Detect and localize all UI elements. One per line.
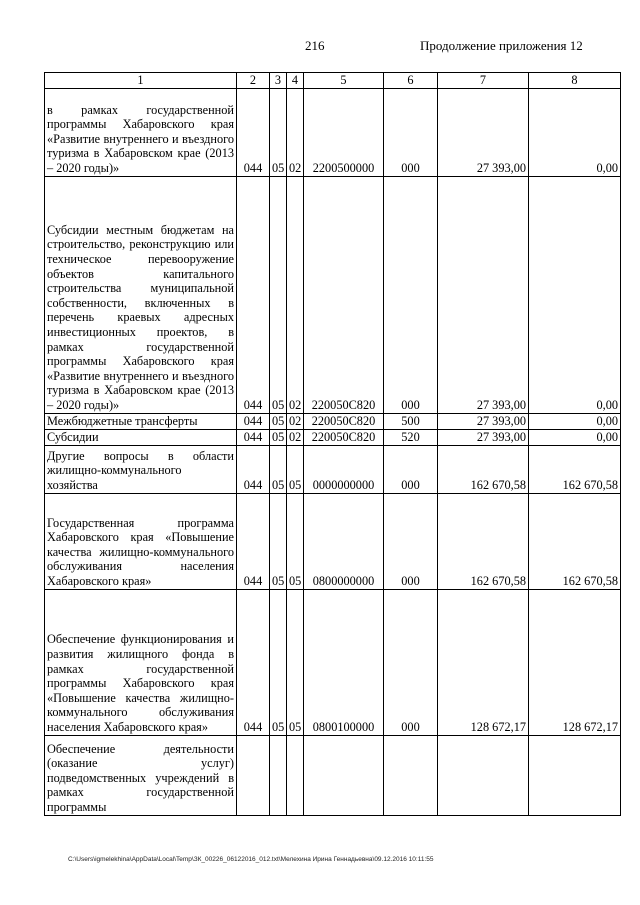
subsection-code: 05 xyxy=(287,493,304,589)
column-header: 3 xyxy=(270,73,287,89)
subsection-code: 02 xyxy=(287,88,304,176)
amount-year-2: 162 670,58 xyxy=(529,493,621,589)
subsection-code: 05 xyxy=(287,589,304,735)
column-header: 8 xyxy=(529,73,621,89)
table-header-row xyxy=(45,73,621,89)
item-name: Другие вопросы в области жилищно-коммунального хозяйства xyxy=(45,445,237,493)
expense-type-code: 500 xyxy=(384,413,438,429)
amount-year-1: 162 670,58 xyxy=(438,445,529,493)
ministry-code: 044 xyxy=(237,429,270,445)
amount-year-2: 0,00 xyxy=(529,176,621,413)
expense-type-code: 000 xyxy=(384,493,438,589)
column-header: 2 xyxy=(237,73,270,89)
amount-year-2: 128 672,17 xyxy=(529,589,621,735)
amount-year-2: 0,00 xyxy=(529,88,621,176)
expense-type-code: 520 xyxy=(384,429,438,445)
item-name: Обеспечение деятельности (оказание услуг) подведомственных учреждений в рамках государственной программы xyxy=(45,735,237,815)
column-header: 5 xyxy=(304,73,384,89)
amount-year-1: 162 670,58 xyxy=(438,493,529,589)
amount-year-2: 0,00 xyxy=(529,429,621,445)
section-code xyxy=(270,735,287,815)
section-code: 05 xyxy=(270,176,287,413)
subsection-code: 02 xyxy=(287,176,304,413)
ministry-code xyxy=(237,735,270,815)
subsection-code: 05 xyxy=(287,445,304,493)
item-name: в рамках государственной программы Хабаровского края «Развитие внутреннего и въездного туризма в Хабаровском крае (2013 – 2020 годы)» xyxy=(45,88,237,176)
expense-type-code: 000 xyxy=(384,88,438,176)
expense-type-code: 000 xyxy=(384,589,438,735)
target-article-code: 2200500000 xyxy=(304,88,384,176)
column-header: 4 xyxy=(287,73,304,89)
expense-type-code xyxy=(384,735,438,815)
table-row xyxy=(45,735,621,815)
page-header xyxy=(0,38,640,56)
subsection-code xyxy=(287,735,304,815)
section-code: 05 xyxy=(270,88,287,176)
section-code: 05 xyxy=(270,493,287,589)
item-name: Государственная программа Хабаровского края «Повышение качества жилищно-коммунального обслуживания населения Хабаровского края» xyxy=(45,493,237,589)
column-header: 7 xyxy=(438,73,529,89)
section-code: 05 xyxy=(270,429,287,445)
target-article-code: 0000000000 xyxy=(304,445,384,493)
table-row xyxy=(45,176,621,413)
budget-table xyxy=(44,72,621,816)
amount-year-1: 27 393,00 xyxy=(438,176,529,413)
item-name: Межбюджетные трансферты xyxy=(45,413,237,429)
ministry-code: 044 xyxy=(237,493,270,589)
table-row xyxy=(45,589,621,735)
item-name: Субсидии местным бюджетам на строительство, реконструкцию или техническое перевооружение объектов капитального строительства муниципальной собственности, включенных в перечень краевых адресных инвестиционных проектов, в рамках государственной программы Хабаровского края «Развитие внутреннего и въездного туризма в Хабаровском крае (2013 – 2020 годы)» xyxy=(45,176,237,413)
target-article-code: 0800000000 xyxy=(304,493,384,589)
target-article-code xyxy=(304,735,384,815)
table-row xyxy=(45,413,621,429)
table-row xyxy=(45,493,621,589)
ministry-code: 044 xyxy=(237,589,270,735)
ministry-code: 044 xyxy=(237,445,270,493)
target-article-code: 220050С820 xyxy=(304,429,384,445)
column-header: 1 xyxy=(45,73,237,89)
target-article-code: 220050С820 xyxy=(304,176,384,413)
ministry-code: 044 xyxy=(237,176,270,413)
column-header: 6 xyxy=(384,73,438,89)
target-article-code: 220050С820 xyxy=(304,413,384,429)
ministry-code: 044 xyxy=(237,413,270,429)
expense-type-code: 000 xyxy=(384,176,438,413)
subsection-code: 02 xyxy=(287,429,304,445)
expense-type-code: 000 xyxy=(384,445,438,493)
amount-year-2: 162 670,58 xyxy=(529,445,621,493)
section-code: 05 xyxy=(270,445,287,493)
table-row xyxy=(45,88,621,176)
amount-year-2 xyxy=(529,735,621,815)
item-name: Субсидии xyxy=(45,429,237,445)
ministry-code: 044 xyxy=(237,88,270,176)
item-name: Обеспечение функционирования и развития жилищного фонда в рамках государственной программы Хабаровского края «Повышение качества жилищно-коммунального обслуживания населения Хабаровского края» xyxy=(45,589,237,735)
amount-year-2: 0,00 xyxy=(529,413,621,429)
appendix-continuation-note: Продолжение приложения 12 xyxy=(420,38,583,53)
section-code: 05 xyxy=(270,413,287,429)
page-number: 216 xyxy=(305,38,325,53)
target-article-code: 0800100000 xyxy=(304,589,384,735)
amount-year-1: 128 672,17 xyxy=(438,589,529,735)
amount-year-1 xyxy=(438,735,529,815)
subsection-code: 02 xyxy=(287,413,304,429)
amount-year-1: 27 393,00 xyxy=(438,413,529,429)
table-row xyxy=(45,445,621,493)
amount-year-1: 27 393,00 xyxy=(438,429,529,445)
amount-year-1: 27 393,00 xyxy=(438,88,529,176)
file-path-footer: C:\Users\igmelekhina\AppData\Local\Temp\ЗК_00226_06122016_012.txt\Мелехина Ирина Геннадьевна\09.12.2016 10:11:55 xyxy=(68,856,434,863)
section-code: 05 xyxy=(270,589,287,735)
table-row xyxy=(45,429,621,445)
